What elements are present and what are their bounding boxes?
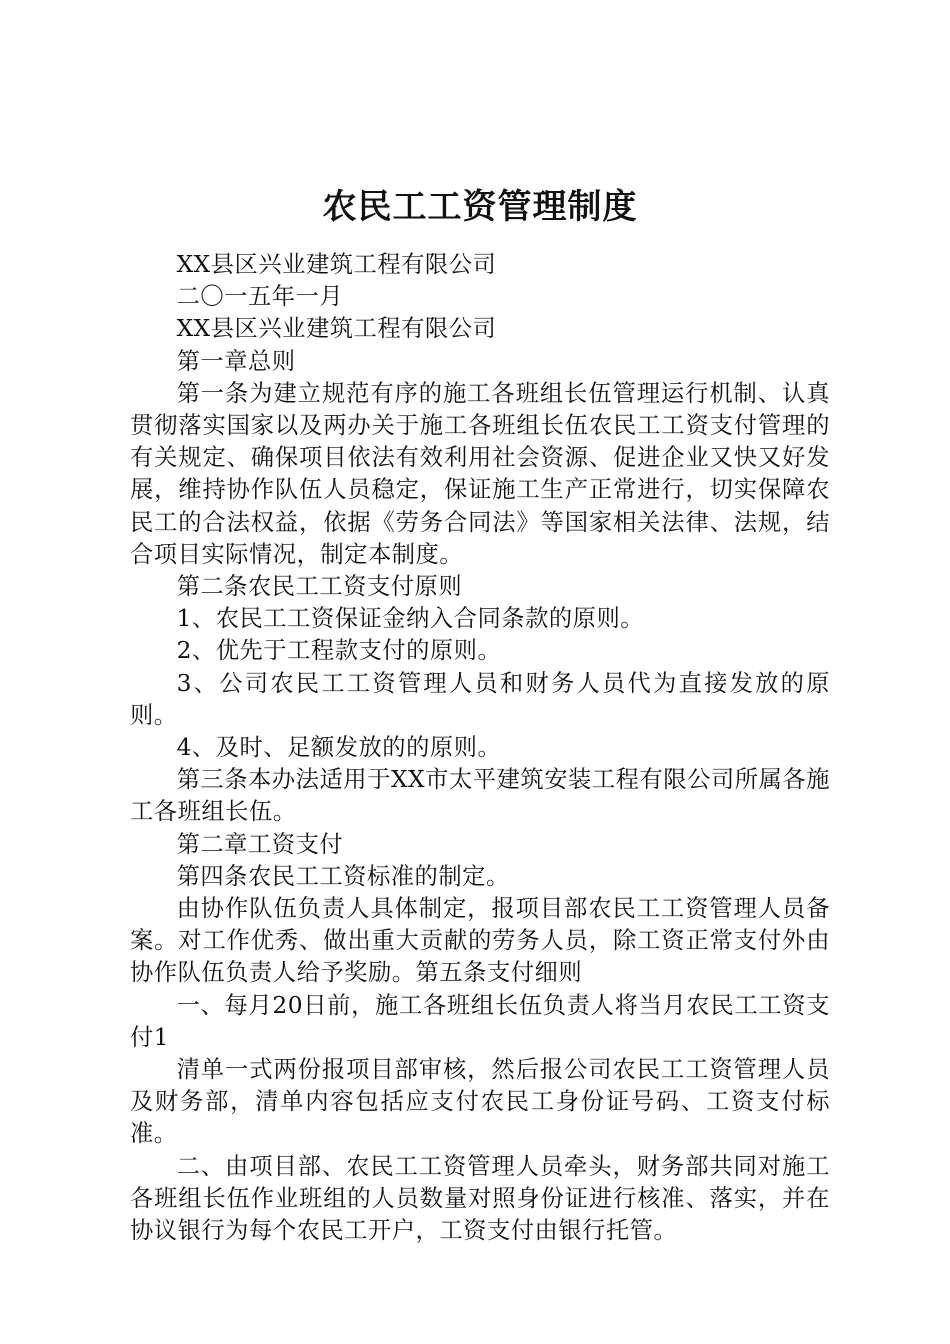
chapter-heading: 第一章总则 [176,347,296,375]
list-item: 4、及时、足额发放的的原则。 [176,734,502,762]
body-paragraph: 一、每月20日前，施工各班组长伍负责人将当月农民工工资支付1 [130,991,830,1051]
article-paragraph: 第三条本办法适用于XX市太平建筑安装工程有限公司所属各施工各班组长伍。 [130,766,830,826]
chapter-heading: 第二章工资支付 [176,830,344,858]
document-title: 农民工工资管理制度 [322,187,638,227]
article-paragraph: 第一条为建立规范有序的施工各班组长伍管理运行机制、认真贯彻落实国家以及两办关于施工各班组长伍农民工工资支付管理的有关规定、确保项目依法有效利用社会资源、促进企业又快又好发展，维持协作队伍人员稳定，保证施工生产正常进行，切实保障农民工的合法权益，依据《劳务合同法》等国家相关法律、法规，结合项目实际情况，制定本制度。 [130,379,830,568]
document-date: 二〇一五年一月 [176,283,344,311]
article-paragraph: 第四条农民工工资标准的制定。 [176,862,510,890]
company-name-repeat: XX县区兴业建筑工程有限公司 [176,315,497,343]
body-paragraph: 二、由项目部、农民工工资管理人员牵头，财务部共同对施工各班组长伍作业班组的人员数量对照身份证进行核准、落实，并在协议银行为每个农民工开户，工资支付由银行托管。 [130,1152,830,1245]
list-item: 2、优先于工程款支付的原则。 [176,637,502,665]
body-paragraph: 由协作队伍负责人具体制定，报项目部农民工工资管理人员备案。对工作优秀、做出重大贡献的劳务人员，除工资正常支付外由协作队伍负责人给予奖励。第五条支付细则 [130,895,830,987]
list-item: 3、公司农民工工资管理人员和财务人员代为直接发放的原则。 [130,669,830,729]
document-page [130,182,830,1247]
company-name: XX县区兴业建筑工程有限公司 [176,251,497,278]
body-paragraph: 清单一式两份报项目部审核，然后报公司农民工工资管理人员及财务部，清单内容包括应支付农民工身份证号码、工资支付标准。 [130,1056,830,1148]
list-item: 1、农民工工资保证金纳入合同条款的原则。 [176,605,645,633]
article-paragraph: 第二条农民工工资支付原则 [176,573,463,601]
